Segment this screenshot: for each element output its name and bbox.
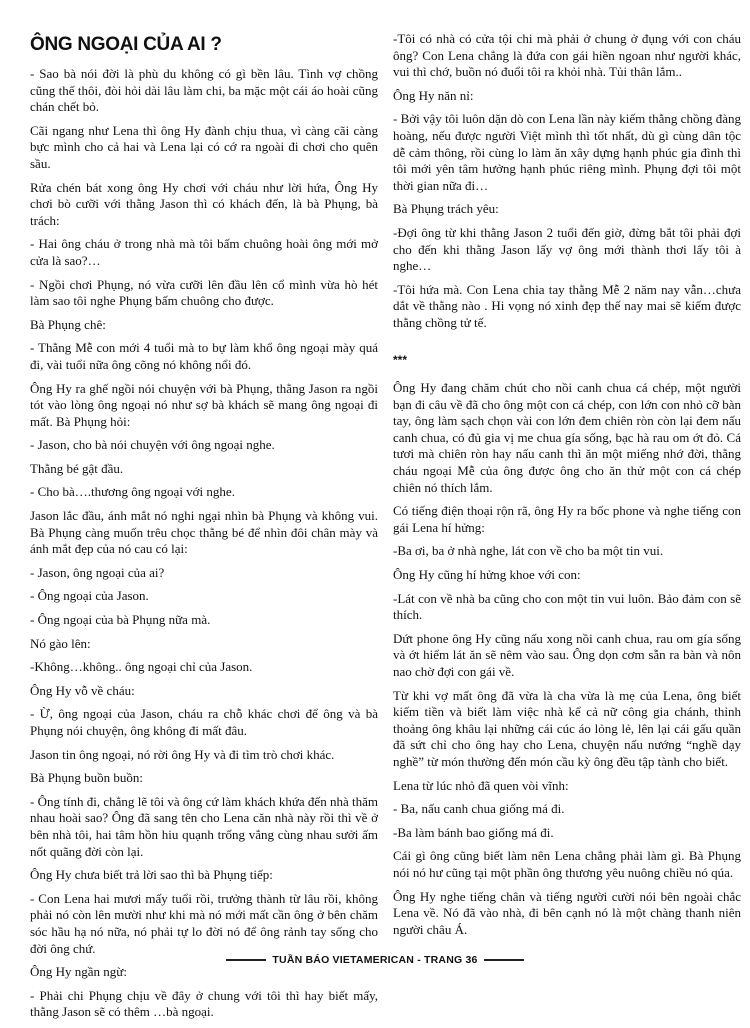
paragraph: - Phải chi Phụng chịu về đây ở chung với tôi thì hay biết mấy, thằng Jason sẽ có thêm …bà ngoại. <box>30 987 378 1020</box>
paragraph: Từ khi vợ mất ông đã vừa là cha vừa là mẹ của Lena, ông biết kiếm tiền và biết làm việc nhà kể cả nữ công gia chánh, thỉnh thoảng ông khâu lại những cái cúc áo lỏng lẻ, lên lại cái gấu quần đã sứt chỉ cho ông hay cho Lena, chuyện nấu nướng “nghề dạy nghề” từ món thường đến món cầu kỳ ông đều tập tành cho biết. <box>393 687 741 769</box>
paragraph: Jason lắc đầu, ánh mắt nó nghi ngại nhìn bà Phụng và không vui. Bà Phụng càng muốn trêu chọc thằng bé để nhìn đôi chân mày và ánh mắt đẹp của nó cau có lại: <box>30 508 378 557</box>
right-column-body-bottom <box>393 380 741 938</box>
paragraph: Ông Hy chưa biết trả lời sao thì bà Phụng tiếp: <box>30 867 273 883</box>
paragraph: Có tiếng điện thoại rộn rã, ông Hy ra bốc phone và nghe tiếng con gái Lena hí hửng: <box>393 503 741 535</box>
paragraph: Cái gì ông cũng biết làm nên Lena chẳng phải làm gì. Bà Phụng nói nó hư cũng tại một phần ông thương yêu nuông chiều nó qúa. <box>393 848 741 880</box>
page-footer <box>0 953 750 967</box>
paragraph: -Đợi ông từ khi thằng Jason 2 tuổi đến giờ, đừng bắt tôi phải đợi cho đến khi thằng Jason lấy vợ ông mới thành thơi lấy tôi à nghe… <box>393 224 741 274</box>
paragraph: - Hai ông cháu ở trong nhà mà tôi bấm chuông hoài ông mới mở cửa là sao?… <box>30 236 378 268</box>
paragraph: - Jason, cho bà nói chuyện với ông ngoại nghe. <box>30 437 275 453</box>
paragraph: -Tôi hứa mà. Con Lena chia tay thằng Mễ 2 năm nay vẫn…chưa dắt về thằng nào . Hi vọng nó xinh đẹp thế nay mai sẽ kiếm được thằng chồng tử tế. <box>393 281 741 330</box>
paragraph: - Cho bà….thương ông ngoại với nghe. <box>30 484 235 500</box>
footer-text: TUẦN BÁO VIETAMERICAN - TRANG 36 <box>272 954 478 966</box>
paragraph: -Ba ơi, ba ở nhà nghe, lát con về cho ba một tin vui. <box>393 543 664 559</box>
paragraph: - Ừ, ông ngoại của Jason, cháu ra chỗ khác chơi để ông và bà Phụng nói chuyện, ông không đi mất đâu. <box>30 706 378 738</box>
paragraph: Rửa chén bát xong ông Hy chơi với cháu như lời hứa, Ông Hy chơi bò cưỡi với thằng Jason thì có khách đến, là bà Phụng, bà trách: <box>30 179 378 228</box>
paragraph: -Lát con về nhà ba cũng cho con một tin vui luôn. Bảo đảm con sẽ thích. <box>393 590 741 623</box>
paragraph: Ông Hy nghe tiếng chân và tiếng người cười nói bên ngoài chắc Lena về. Nó đã vào nhà, đi bên cạnh nó là một chàng thanh niên người châu Á. <box>393 888 741 937</box>
paragraph: Bà Phụng chê: <box>30 316 106 332</box>
paragraph: - Ba, nấu canh chua giống má đi. <box>393 801 565 817</box>
paragraph: Ông Hy năn nỉ: <box>393 87 474 103</box>
paragraph: Lena từ lúc nhỏ đã quen vòi vĩnh: <box>393 777 569 793</box>
paragraph: Ông Hy vỗ về cháu: <box>30 682 135 698</box>
left-column <box>30 34 378 1028</box>
paragraph: Ông Hy đang chăm chút cho nồi canh chua cá chép, một người bạn đi câu về đã cho ông một con cá chép, con lớn con nhỏ cỡ bàn tay, ông làm sạch chọn vài con lớn đem chiên ròn còn lại đem nấu canh chua, có đủ gia vị me chua gía sống, bạc hà rau om ớt đỏ. Cá tươi mà chiên ròn hay nấu canh thì ăn một miếng nhớ đời, thằng cháu ngoại Mễ của ông được ông cho ăn thử một con cá chép chiên nó thích lắm. <box>393 380 741 495</box>
paragraph: Thằng bé gật đầu. <box>30 460 124 476</box>
paragraph: Jason tin ông ngoại, nó rời ông Hy và đi tìm trò chơi khác. <box>30 746 335 762</box>
paragraph: - Ông ngoại của bà Phụng nữa mà. <box>30 612 211 628</box>
paragraph: Ông Hy ngần ngừ: <box>30 964 127 980</box>
left-column-body <box>30 66 378 1021</box>
paragraph: -Tôi có nhà có cửa tội chi mà phải ở chung ở đụng với con cháu ông? Con Lena chẳng là đứa con gái hiền ngoan như người khác, vui thì chớ, buồn nó đuổi tôi ra khỏi nhà. Tủi thân lắm.. <box>393 31 741 80</box>
right-column-body-top <box>393 31 741 332</box>
paragraph: - Jason, ông ngoại của ai? <box>30 564 165 580</box>
paragraph: - Thằng Mễ con mới 4 tuổi mà to bự làm khổ ông ngoại mày quá đi, vài tuổi nữa ông cõng nó không nổi đó. <box>30 340 378 372</box>
right-column <box>393 31 741 945</box>
footer-rule-right <box>484 959 524 961</box>
paragraph: - Ông tính đi, chẳng lẽ tôi và ông cứ làm khách khứa đến nhà thăm nhau hoài sao? Ông đã sang tên cho Lena căn nhà này rồi thì về ở bên nhà tôi, hai tâm hồn hiu quạnh trống vắng cùng nhau sưởi ấm nốt quãng đời còn lại. <box>30 793 378 859</box>
paragraph: Ông Hy ra ghế ngồi nói chuyện với bà Phụng, thằng Jason ra ngồi tót vào lòng ông ngoại nó như sợ bà khách sẽ mang ông ngoại đi mất. Bà Phụng hỏi: <box>30 380 378 429</box>
paragraph: - Ngồi chơi Phụng, nó vừa cưỡi lên đầu lên cổ mình vừa hò hét làm sao tôi nghe Phụng bấm chuông cho được. <box>30 276 378 309</box>
paragraph: -Ba làm bánh bao giống má đi. <box>393 824 554 840</box>
section-divider: *** <box>393 352 408 367</box>
paragraph: Bà Phụng trách yêu: <box>393 201 499 217</box>
paragraph: Cãi ngang như Lena thì ông Hy đành chịu thua, vì càng cãi càng bực mình cho cả hai và Lena lại có cớ ra ngoài đi chơi cho quên sầu. <box>30 122 378 171</box>
paragraph: Dứt phone ông Hy cũng nấu xong nồi canh chua, rau om gía sống và ớt hiểm lát ăn sẽ nêm vào sau. Ông dọn cơm sẵn ra bàn và nôn nao chờ đợi con gái về. <box>393 630 741 679</box>
paragraph: - Bởi vậy tôi luôn dặn dò con Lena lần này kiếm thằng chồng đàng hoàng, nếu được người Việt mình thì tốt nhất, dù gì cùng dân tộc dễ cảm thông, rồi cùng lo làm ăn xây dựng hạnh phúc gia đình thì tôi mới yên tâm hưởng hạnh phúc riêng mình. Phụng đợi tôi một thời gian nữa đi… <box>393 111 741 193</box>
paragraph: - Sao bà nói đời là phù du không có gì bền lâu. Tình vợ chồng cũng thế thôi, đòi hỏi dài lâu làm chi, ba mặc một cái áo hoài cũng chán chết bỏ. <box>30 66 378 115</box>
paragraph: Nó gào lên: <box>30 635 91 651</box>
footer-rule-left <box>226 959 266 961</box>
paragraph: -Không…không.. ông ngoại chỉ của Jason. <box>30 659 253 675</box>
article-title: ÔNG NGOẠI CỦA AI ? <box>30 34 222 55</box>
paragraph: Ông Hy cũng hí hửng khoe với con: <box>393 567 581 583</box>
paragraph: - Con Lena hai mươi mấy tuổi rồi, trưởng thành từ lâu rồi, không phải nó còn lên mười như khi mà nó mới mất cần ông ở bên chăm sóc hầu hạ nó nữa, nó phải tự lo đời nó để ông rảnh tay sống cho đời ông chứ. <box>30 890 378 956</box>
paragraph: Bà Phụng buồn buồn: <box>30 770 144 786</box>
paragraph: - Ông ngoại của Jason. <box>30 588 149 604</box>
